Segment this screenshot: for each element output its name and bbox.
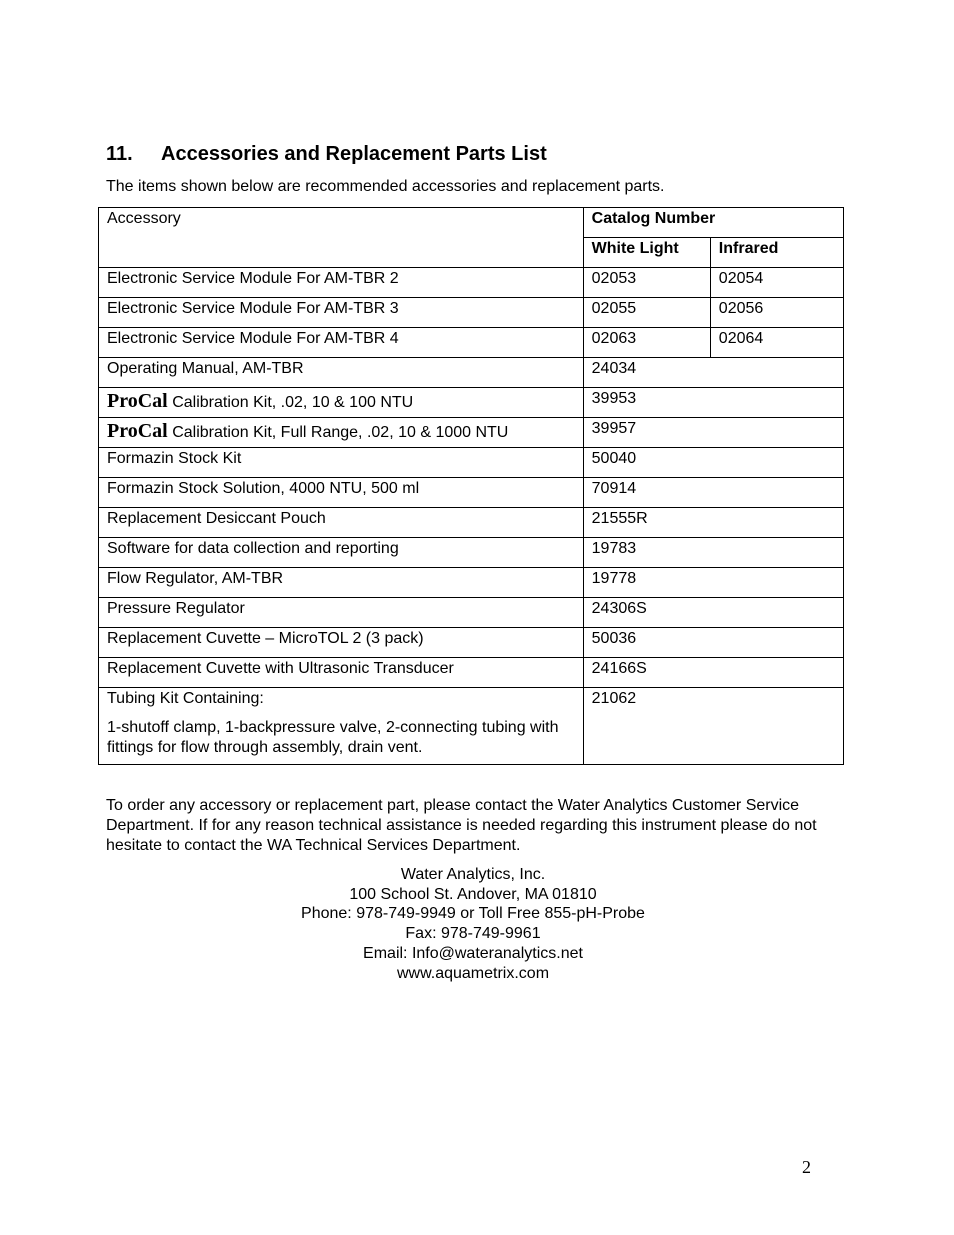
section-number: 11. bbox=[106, 143, 133, 165]
white-light-cell: 02053 bbox=[583, 268, 710, 298]
company-address-block bbox=[0, 865, 946, 983]
website-link[interactable]: www.aquametrix.com bbox=[396, 964, 550, 982]
page-number: 2 bbox=[802, 1157, 811, 1177]
catalog-cell: 70914 bbox=[583, 478, 843, 508]
table-row bbox=[99, 658, 844, 688]
street-address: 100 School St. Andover, MA 01810 bbox=[349, 885, 597, 903]
catalog-cell: 39957 bbox=[583, 418, 843, 448]
catalog-cell: 21555R bbox=[583, 508, 843, 538]
procal-brand: ProCal bbox=[107, 420, 168, 442]
catalog-cell: 21062 bbox=[583, 688, 843, 765]
table-row bbox=[99, 328, 844, 358]
accessory-cell: Electronic Service Module For AM-TBR 3 bbox=[99, 298, 584, 328]
catalog-cell: 19778 bbox=[583, 568, 843, 598]
accessory-cell: Electronic Service Module For AM-TBR 4 bbox=[99, 328, 584, 358]
accessory-cell: Formazin Stock Kit bbox=[99, 448, 584, 478]
table-row bbox=[99, 568, 844, 598]
accessory-cell: Software for data collection and reporting bbox=[99, 538, 584, 568]
table-row bbox=[99, 688, 844, 765]
tubing-kit-title: Tubing Kit Containing: bbox=[107, 690, 264, 707]
table-row bbox=[99, 478, 844, 508]
phone-line: Phone: 978-749-9949 or Toll Free 855-pH-Probe bbox=[301, 905, 645, 923]
table-row bbox=[99, 598, 844, 628]
accessory-cell: Replacement Cuvette – MicroTOL 2 (3 pack) bbox=[99, 628, 584, 658]
infrared-cell: 02064 bbox=[710, 328, 843, 358]
section-intro: The items shown below are recommended accessories and replacement parts. bbox=[106, 178, 665, 195]
white-light-cell: 02055 bbox=[583, 298, 710, 328]
company-name: Water Analytics, Inc. bbox=[400, 866, 546, 883]
infrared-cell: 02054 bbox=[710, 268, 843, 298]
accessory-cell: Operating Manual, AM-TBR bbox=[99, 358, 584, 388]
catalog-cell: 39953 bbox=[583, 388, 843, 418]
header-white-light: White Light bbox=[583, 238, 710, 268]
table-row bbox=[99, 508, 844, 538]
accessory-cell: ProCal Calibration Kit, Full Range, .02, 10 & 1000 NTU bbox=[99, 418, 584, 448]
catalog-cell: 24166S bbox=[583, 658, 843, 688]
accessory-cell: Electronic Service Module For AM-TBR 2 bbox=[99, 268, 584, 298]
parts-table bbox=[98, 207, 844, 765]
table-row bbox=[99, 538, 844, 568]
accessory-cell: Formazin Stock Solution, 4000 NTU, 500 ml bbox=[99, 478, 584, 508]
header-accessory: Accessory bbox=[99, 208, 584, 268]
accessory-cell: ProCal Calibration Kit, .02, 10 & 100 NTU bbox=[99, 388, 584, 418]
header-catalog-number: Catalog Number bbox=[583, 208, 843, 238]
catalog-cell: 19783 bbox=[583, 538, 843, 568]
accessory-cell: Flow Regulator, AM-TBR bbox=[99, 568, 584, 598]
accessory-cell: Pressure Regulator bbox=[99, 598, 584, 628]
section-heading bbox=[106, 143, 547, 166]
catalog-cell: 50036 bbox=[583, 628, 843, 658]
email-line: Email: Info@wateranalytics.net bbox=[363, 944, 583, 962]
table-row bbox=[99, 268, 844, 298]
accessory-cell bbox=[99, 688, 584, 765]
section-title: Accessories and Replacement Parts List bbox=[161, 143, 547, 165]
catalog-cell: 24306S bbox=[583, 598, 843, 628]
table-row bbox=[99, 418, 844, 448]
table-row bbox=[99, 358, 844, 388]
fax-line: Fax: 978-749-9961 bbox=[405, 925, 541, 943]
table-row bbox=[99, 388, 844, 418]
table-row bbox=[99, 448, 844, 478]
table-row bbox=[99, 628, 844, 658]
procal-brand: ProCal bbox=[107, 390, 168, 412]
accessory-cell: Replacement Cuvette with Ultrasonic Transducer bbox=[99, 658, 584, 688]
table-header-row bbox=[99, 208, 844, 238]
contact-note: To order any accessory or replacement part, please contact the Water Analytics Customer Service Department. If for any reason technical assistance is needed regarding this instrument please do not hesitate to contact the WA Technical Services Department. bbox=[106, 797, 817, 854]
catalog-cell: 50040 bbox=[583, 448, 843, 478]
infrared-cell: 02056 bbox=[710, 298, 843, 328]
header-infrared: Infrared bbox=[710, 238, 843, 268]
tubing-kit-detail: 1-shutoff clamp, 1-backpressure valve, 2-connecting tubing with fittings for flow through assembly, drain vent. bbox=[107, 719, 559, 756]
white-light-cell: 02063 bbox=[583, 328, 710, 358]
table-row bbox=[99, 298, 844, 328]
accessory-cell: Replacement Desiccant Pouch bbox=[99, 508, 584, 538]
catalog-cell: 24034 bbox=[583, 358, 843, 388]
